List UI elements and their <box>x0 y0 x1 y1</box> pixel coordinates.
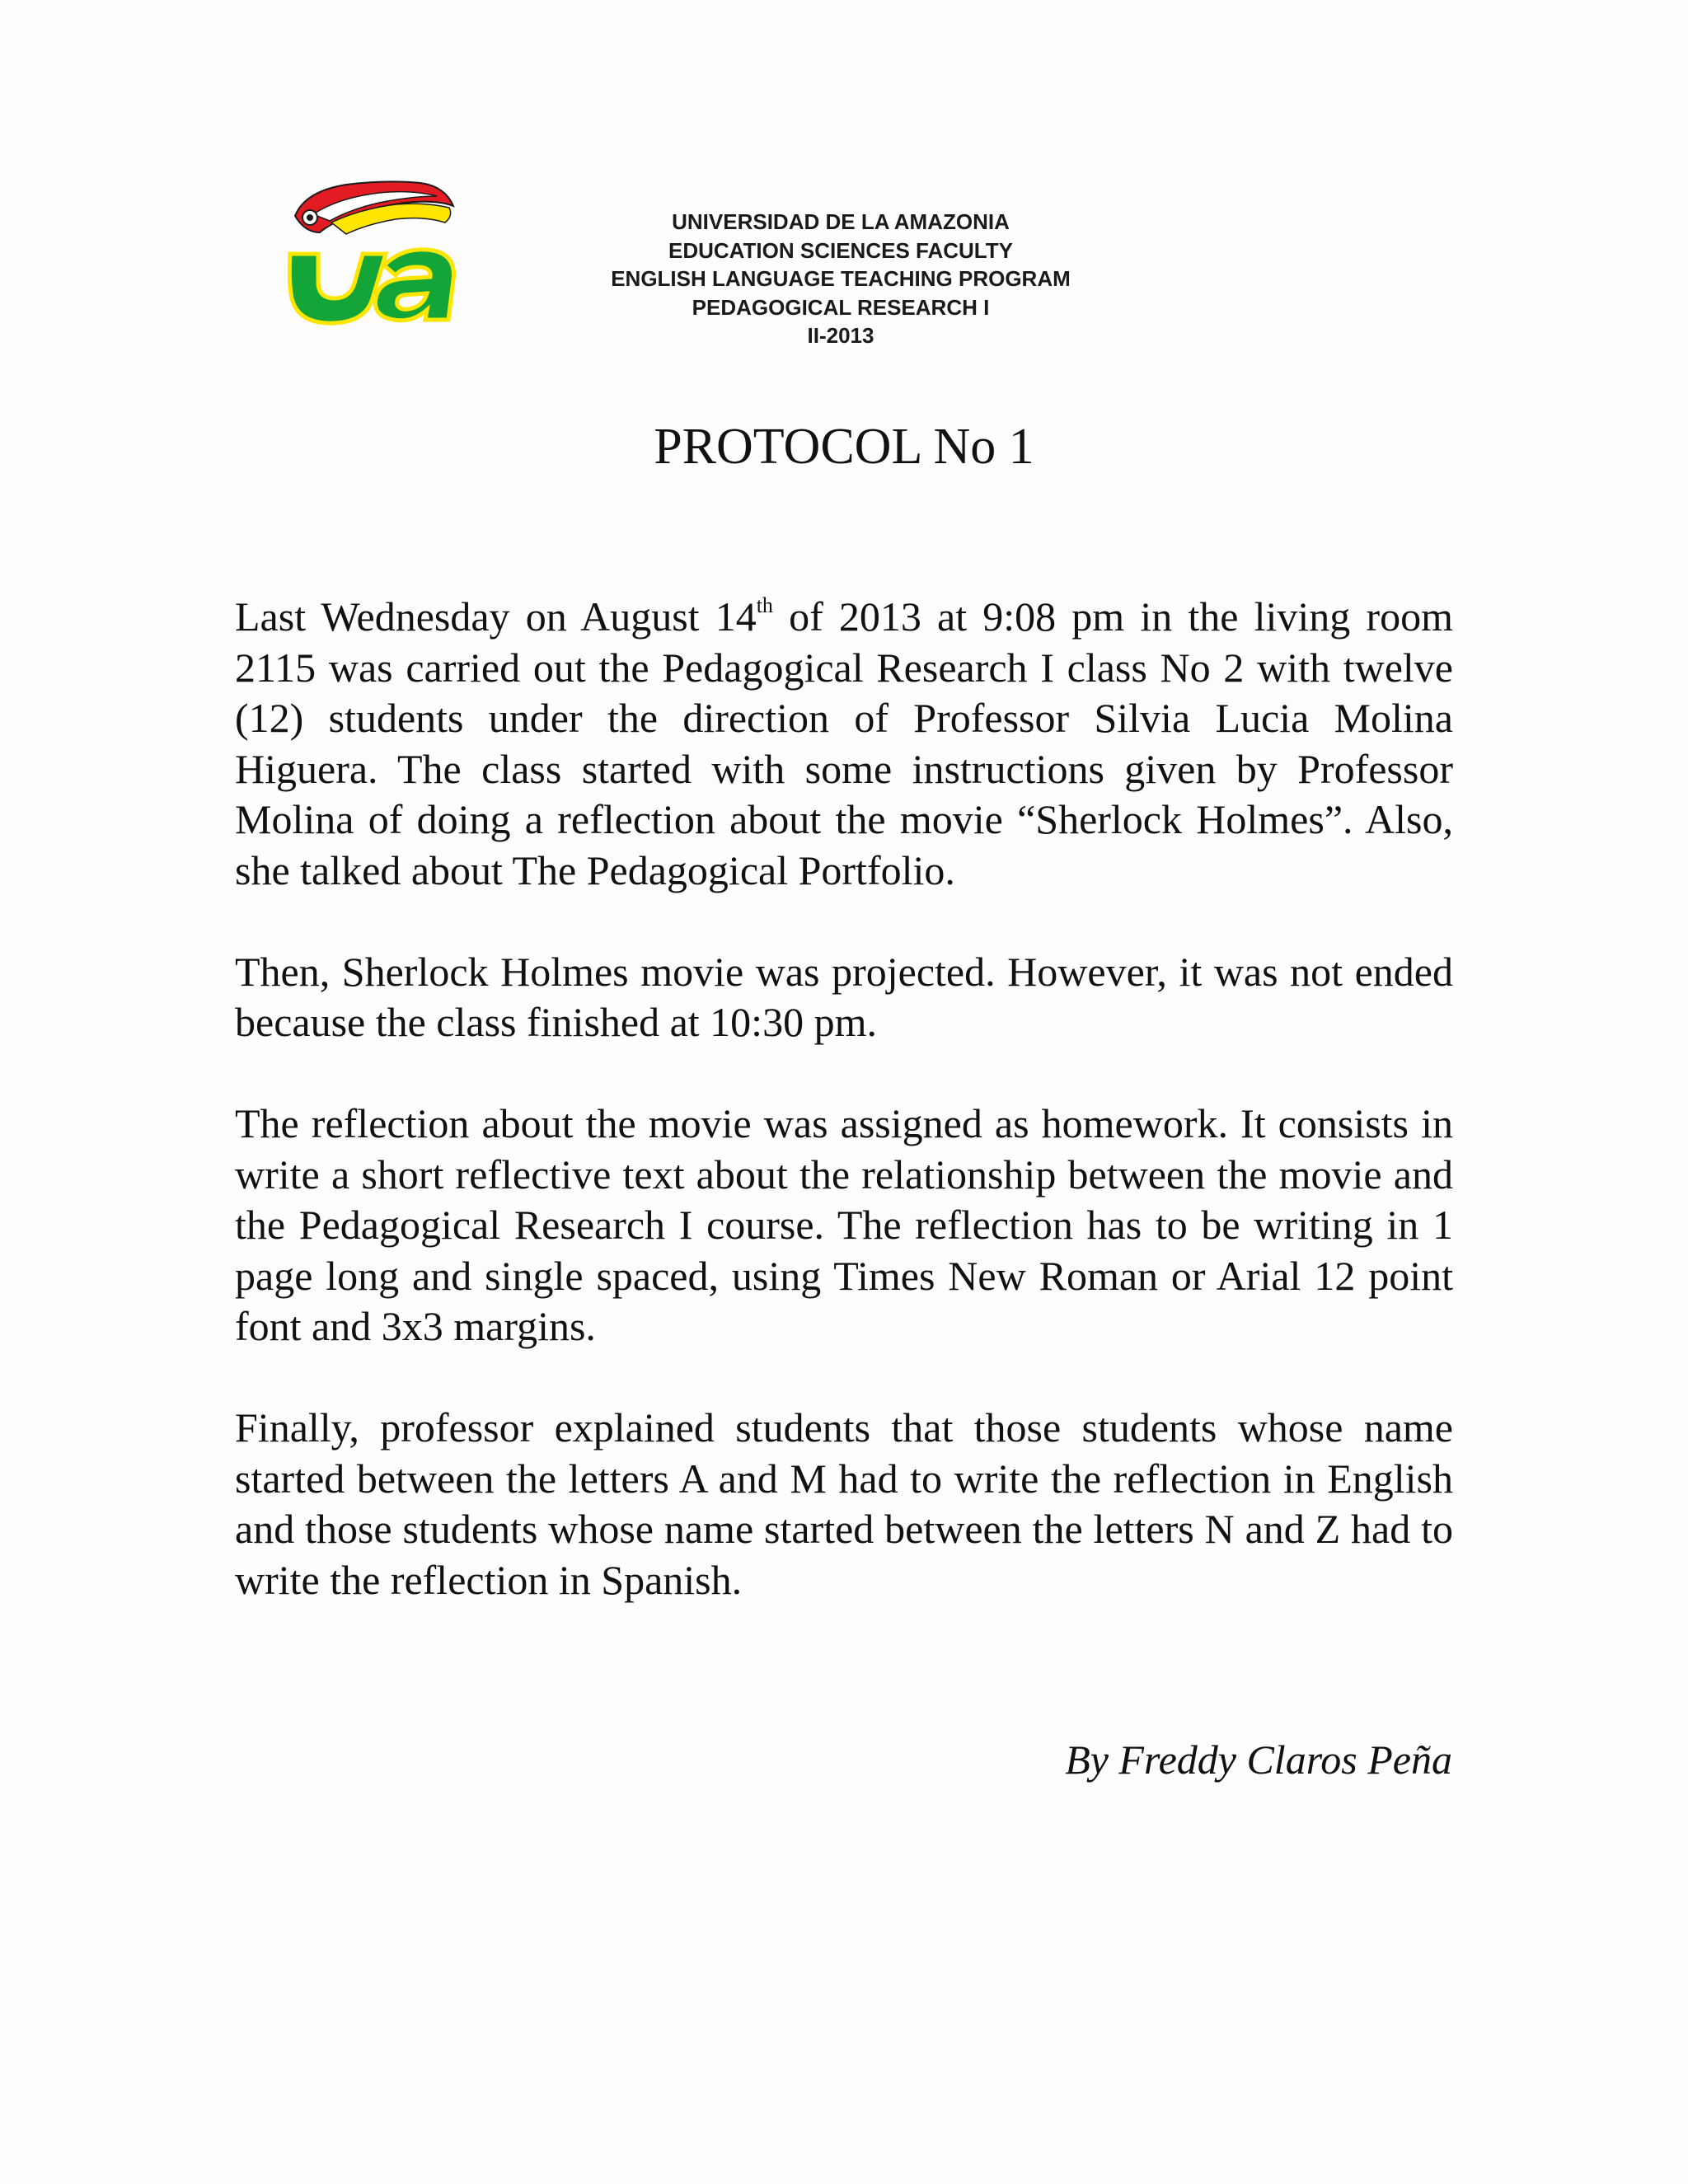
institution-header <box>511 208 1170 350</box>
header-program: ENGLISH LANGUAGE TEACHING PROGRAM <box>611 266 1071 291</box>
paragraph-1-start: Last Wednesday on August 14 <box>235 593 757 640</box>
paragraph-1 <box>235 592 1453 896</box>
header-course: PEDAGOGICAL RESEARCH I <box>692 294 990 320</box>
logo-letter-u <box>289 254 386 323</box>
university-toucan-logo-icon <box>280 175 462 331</box>
document-title: PROTOCOL No 1 <box>654 419 1034 475</box>
paragraph-3: The reflection about the movie was assigned as homework. It consists in write a short reflective text about the relationship between the movie and the Pedagogical Research I course. The reflection has to be writing in 1 page long and single spaced, using Times New Roman or Arial 12 point font and 3x3 margins. <box>235 1100 1453 1349</box>
header-term: II-2013 <box>807 323 874 348</box>
ordinal-suffix: th <box>756 593 773 617</box>
document-body <box>235 592 1453 1657</box>
author-signature: By Freddy Claros Peña <box>1065 1736 1452 1783</box>
logo-eye-pupil <box>307 214 313 221</box>
paragraph-1-rest: of 2013 at 9:08 pm in the living room 2115 was carried out the Pedagogical Research I class No 2 with twelve (12) students under the direction of Professor Silvia Lucia Molina Higuera. The class started with some instructions given by Professor Molina of doing a reflection about the movie “Sherlock Holmes”. Also, she talked about The Pedagogical Portfolio. <box>235 593 1453 893</box>
header-faculty: EDUCATION SCIENCES FACULTY <box>668 237 1013 263</box>
paragraph-4: Finally, professor explained students that those students whose name started between the letters A and M had to write the reflection in English and those students whose name started between the letters N and Z had to write the reflection in Spanish. <box>235 1404 1453 1603</box>
header-university: UNIVERSIDAD DE LA AMAZONIA <box>672 209 1010 234</box>
logo-letter-a <box>375 250 453 321</box>
paragraph-2: Then, Sherlock Holmes movie was projected. However, it was not ended because the class finished at 10:30 pm. <box>235 948 1453 1045</box>
